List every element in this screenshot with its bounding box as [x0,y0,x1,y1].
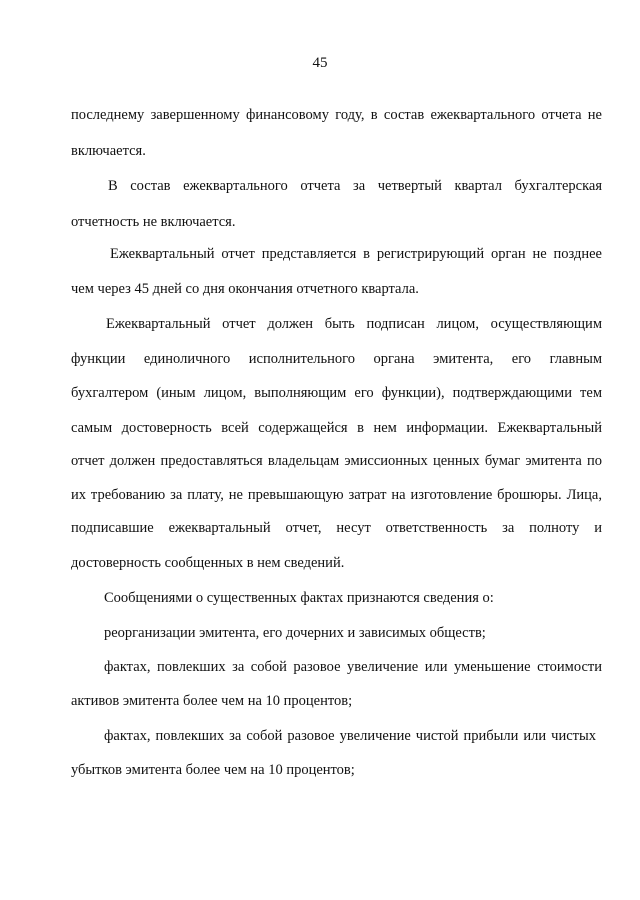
text-line: функции единоличного исполнительного органа эмитента, его главным [71,351,602,367]
text-line: последнему завершенному финансовому году, в состав ежеквартального отчета не [71,107,602,123]
text-line: Сообщениями о существенных фактах признаются сведения о: [104,590,494,606]
text-line: чем через 45 дней со дня окончания отчетного квартала. [71,281,419,297]
text-line: отчетность не включается. [71,214,236,230]
text-line: В состав ежеквартального отчета за четвертый квартал бухгалтерская [108,178,602,194]
text-line: бухгалтером (иным лицом, выполняющим его функции), подтверждающими тем [71,385,602,401]
text-line: достоверность сообщенных в нем сведений. [71,555,345,571]
text-line: фактах, повлекших за собой разовое увеличение или уменьшение стоимости [104,659,602,675]
text-line: Ежеквартальный отчет должен быть подписан лицом, осуществляющим [106,316,602,332]
text-line: убытков эмитента более чем на 10 процентов; [71,762,355,778]
text-line: активов эмитента более чем на 10 процентов; [71,693,353,709]
text-line: подписавшие ежеквартальный отчет, несут ответственность за полноту и [71,520,602,536]
text-line: Ежеквартальный отчет представляется в регистрирующий орган не позднее [110,246,602,262]
text-line: реорганизации эмитента, его дочерних и зависимых обществ; [104,625,486,641]
text-line: их требованию за плату, не превышающую затрат на изготовление брошюры. Лица, [71,487,602,503]
text-line: отчет должен предоставляться владельцам эмиссионных ценных бумаг эмитента по [71,453,602,469]
page-number: 45 [312,55,328,71]
text-line: самым достоверность всей содержащейся в нем информации. Ежеквартальный [71,420,602,436]
text-line: фактах, повлекших за собой разовое увеличение чистой прибыли или чистых [104,728,596,744]
text-line: включается. [71,143,146,159]
